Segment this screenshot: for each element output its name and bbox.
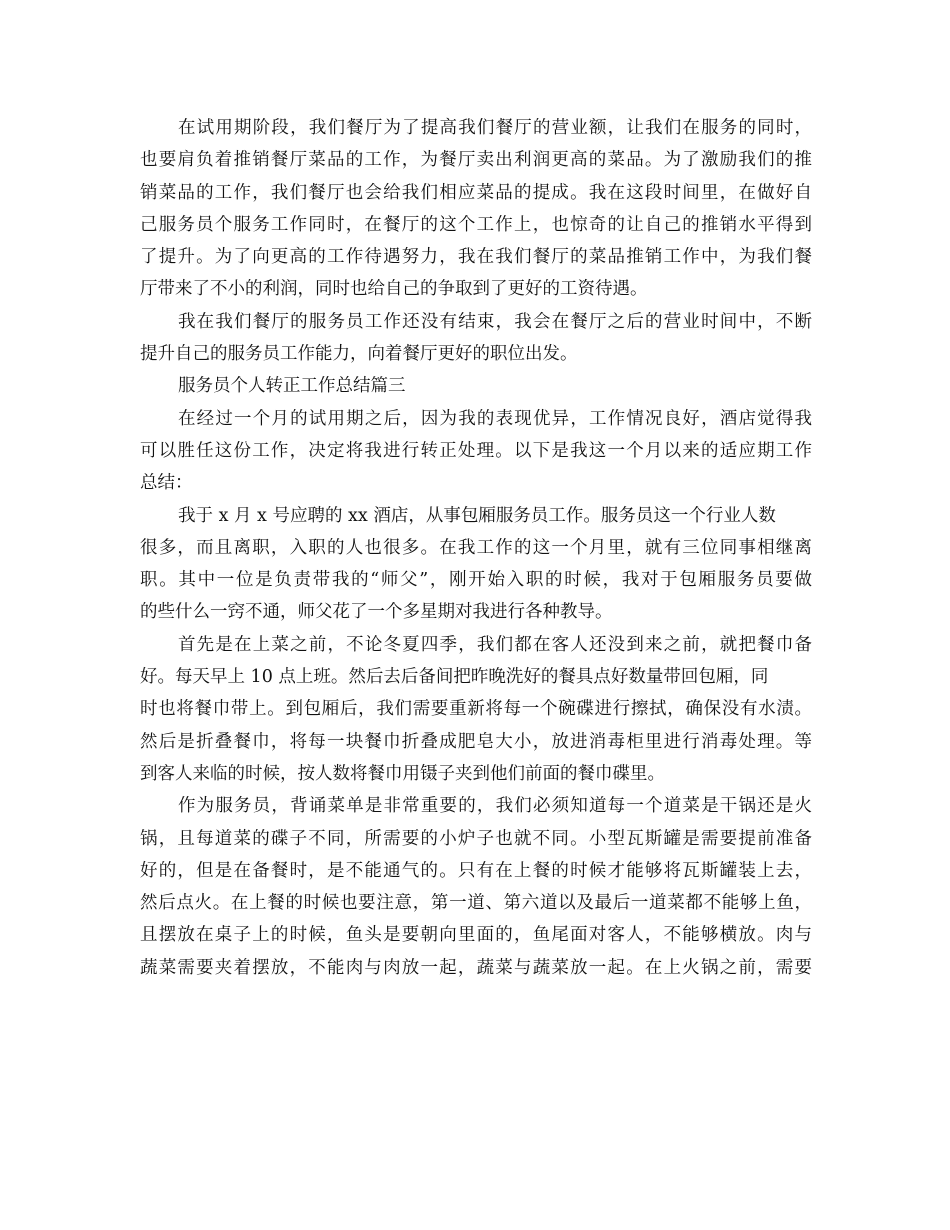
text-line: 很多，而且离职，入职的人也很多。在我工作的这一个月里，就有三位同事相继离 xyxy=(140,537,812,558)
text-line: 的些什么一窍不通，师父花了一个多星期对我进行各种教导。 xyxy=(140,602,613,623)
text-line: 可以胜任这份工作，决定将我进行转正处理。以下是我这一个月以来的适应期工作 xyxy=(140,440,812,461)
text-line: 到客人来临的时候，按人数将餐巾用镊子夹到他们前面的餐巾碟里。 xyxy=(140,763,665,784)
paragraph xyxy=(140,790,812,984)
text-line: 蔬菜需要夹着摆放，不能肉与肉放一起，蔬菜与蔬菜放一起。在上火锅之前，需要 xyxy=(140,957,812,978)
text-line: 我在我们餐厅的服务员工作还没有结束，我会在餐厅之后的营业时间中，不断 xyxy=(178,311,812,332)
text-line: 时也将餐巾带上。到包厢后，我们需要重新将每一个碗碟进行擦拭，确保没有水渍。 xyxy=(140,699,812,720)
section-heading: 服务员个人转正工作总结篇三 xyxy=(178,376,406,397)
paragraph xyxy=(140,403,812,500)
paragraph xyxy=(140,500,812,629)
text-line: 销菜品的工作，我们餐厅也会给我们相应菜品的提成。我在这段时间里，在做好自 xyxy=(140,182,812,203)
paragraph xyxy=(140,629,812,790)
paragraph xyxy=(140,112,812,306)
text-line: 好的，但是在备餐时，是不能通气的。只有在上餐的时候才能够将瓦斯罐装上去， xyxy=(140,860,812,881)
text-line: 锅，且每道菜的碟子不同，所需要的小炉子也就不同。小型瓦斯罐是需要提前准备 xyxy=(140,828,812,849)
text-line: 在经过一个月的试用期之后，因为我的表现优异，工作情况良好，酒店觉得我 xyxy=(178,408,812,429)
text-line: 职。其中一位是负责带我的“师父”，刚开始入职的时候，我对于包厢服务员要做 xyxy=(140,570,812,591)
text-line: 提升自己的服务员工作能力，向着餐厅更好的职位出发。 xyxy=(140,344,578,365)
text-line: 且摆放在桌子上的时候，鱼头是要朝向里面的，鱼尾面对客人，不能够横放。肉与 xyxy=(140,925,812,946)
paragraph xyxy=(140,306,812,371)
text-line: 首先是在上菜之前，不论冬夏四季，我们都在客人还没到来之前，就把餐巾备 xyxy=(178,634,812,655)
document-body xyxy=(140,112,812,984)
text-line: 好。每天早上 10 点上班。然后去后备间把昨晚洗好的餐具点好数量带回包厢，同 xyxy=(140,667,769,688)
text-line: 作为服务员，背诵菜单是非常重要的，我们必须知道每一个道菜是干锅还是火 xyxy=(178,796,812,817)
text-line: 然后点火。在上餐的时候也要注意，第一道、第六道以及最后一道菜都不能够上鱼， xyxy=(140,893,812,914)
text-line: 也要肩负着推销餐厅菜品的工作，为餐厅卖出利润更高的菜品。为了激励我们的推 xyxy=(140,150,812,171)
text-line: 然后是折叠餐巾，将每一块餐巾折叠成肥皂大小，放进消毒柜里进行消毒处理。等 xyxy=(140,731,812,752)
text-line: 我于 x 月 x 号应聘的 xx 酒店，从事包厢服务员工作。服务员这一个行业人数 xyxy=(178,505,776,526)
text-line: 了提升。为了向更高的工作待遇努力，我在我们餐厅的菜品推销工作中，为我们餐 xyxy=(140,247,812,268)
text-line: 在试用期阶段，我们餐厅为了提高我们餐厅的营业额，让我们在服务的同时， xyxy=(178,118,812,138)
text-line: 总结： xyxy=(140,473,193,494)
text-line: 厅带来了不小的利润，同时也给自己的争取到了更好的工资待遇。 xyxy=(140,279,648,300)
text-line: 己服务员个服务工作同时，在餐厅的这个工作上，也惊奇的让自己的推销水平得到 xyxy=(140,214,812,235)
